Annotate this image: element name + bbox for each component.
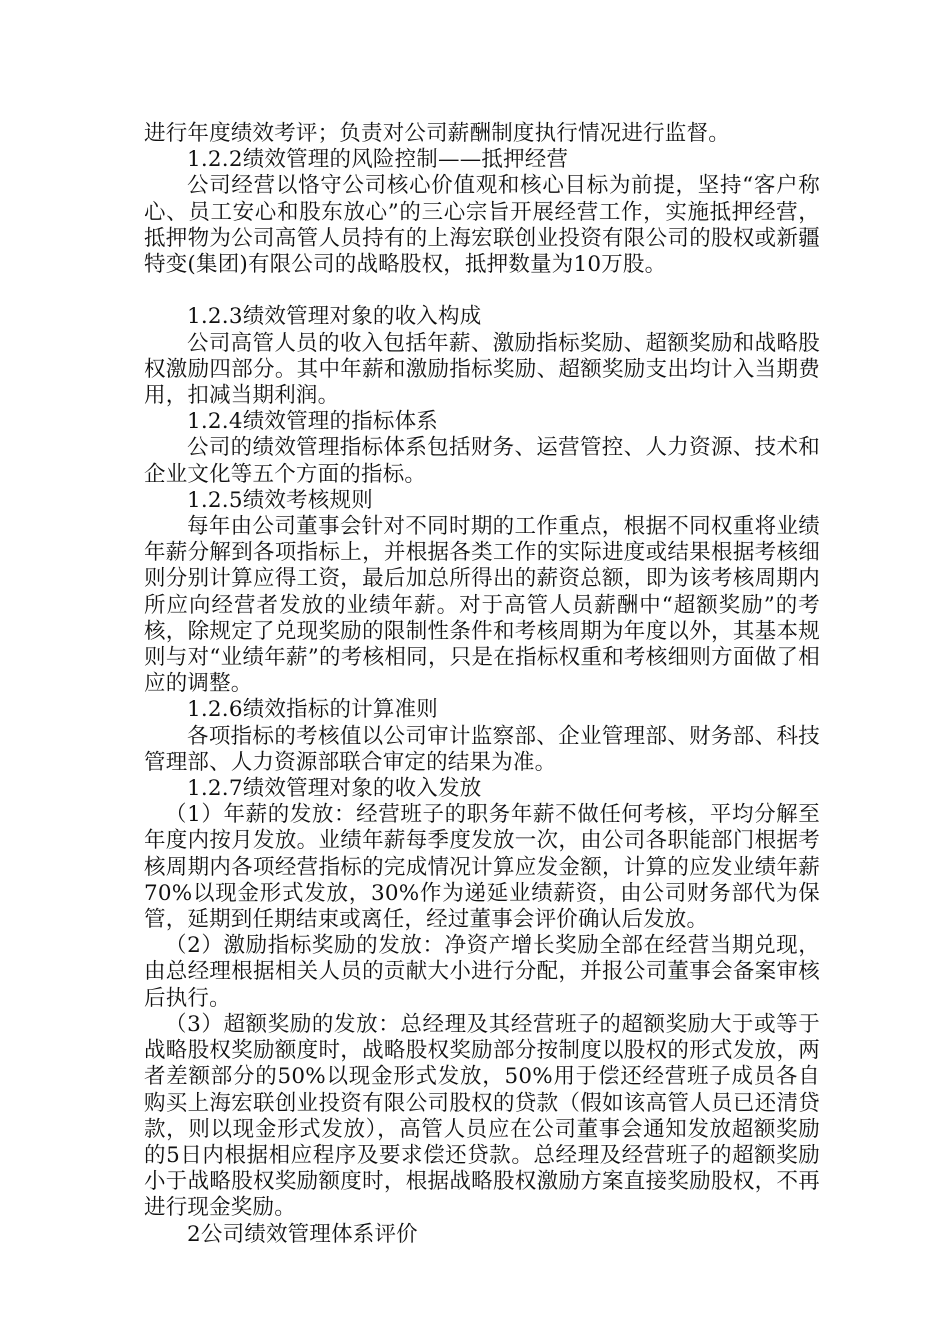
document-body <box>144 121 820 1248</box>
section-heading: 1.2.6绩效指标的计算准则 <box>187 697 439 723</box>
paragraph: 公司高管人员的收入包括年薪、激励指标奖励、超额奖励和战略股权激励四部分。其中年薪和激励指标奖励、超额奖励支出均计入当期费用，扣减当期利润。 <box>144 330 820 409</box>
paragraph: 各项指标的考核值以公司审计监察部、企业管理部、财务部、科技管理部、人力资源部联合审定的结果为准。 <box>144 723 820 775</box>
section-heading: 1.2.3绩效管理对象的收入构成 <box>187 304 482 330</box>
section-heading: 1.2.2绩效管理的风险控制——抵押经营 <box>187 147 569 173</box>
paragraph: （2）激励指标奖励的发放：净资产增长奖励全部在经营当期兑现，由总经理根据相关人员的贡献大小进行分配，并报公司董事会备案审核后执行。 <box>144 933 820 1011</box>
section-heading: 1.2.5绩效考核规则 <box>187 487 373 513</box>
blank-line <box>144 278 820 304</box>
paragraph: 公司经营以恪守公司核心价值观和核心目标为前提，坚持“客户称心、员工安心和股东放心”的三心宗旨开展经营工作，实施抵押经营，抵押物为公司高管人员持有的上海宏联创业投资有限公司的股权或新疆特变(集团)有限公司的战略股权，抵押数量为10万股。 <box>144 173 820 278</box>
paragraph: （3）超额奖励的发放：总经理及其经营班子的超额奖励大于或等于战略股权奖励额度时，战略股权奖励部分按制度以股权的形式发放，两者差额部分的50%以现金形式发放，50%用于偿还经营班子成员各自购买上海宏联创业投资有限公司股权的贷款（假如该高管人员已还清贷款，则以现金形式发放），高管人员应在公司董事会通知发放超额奖励的5日内根据相应程序及要求偿还贷款。总经理及经营班子的超额奖励小于战略股权奖励额度时，根据战略股权激励方案直接奖励股权，不再进行现金奖励。 <box>144 1011 820 1221</box>
paragraph: 每年由公司董事会针对不同时期的工作重点，根据不同权重将业绩年薪分解到各项指标上，并根据各类工作的实际进度或结果根据考核细则分别计算应得工资，最后加总所得出的薪资总额，即为该考核周期内所应向经营者发放的业绩年薪。对于高管人员薪酬中“超额奖励”的考核，除规定了兑现奖励的限制性条件和考核周期为年度以外，其基本规则与对“业绩年薪”的考核相同，只是在指标权重和考核细则方面做了相应的调整。 <box>144 514 820 697</box>
paragraph: 进行年度绩效考评；负责对公司薪酬制度执行情况进行监督。 <box>144 121 730 146</box>
section-heading: 1.2.4绩效管理的指标体系 <box>187 409 439 435</box>
section-heading: 1.2.7绩效管理对象的收入发放 <box>187 776 482 802</box>
section-heading: 2公司绩效管理体系评价 <box>187 1221 418 1247</box>
paragraph: 公司的绩效管理指标体系包括财务、运营管控、人力资源、技术和企业文化等五个方面的指标。 <box>144 435 820 487</box>
paragraph: （1）年薪的发放：经营班子的职务年薪不做任何考核，平均分解至年度内按月发放。业绩年薪每季度发放一次，由公司各职能部门根据考核周期内各项经营指标的完成情况计算应发金额，计算的应发业绩年薪70%以现金形式发放，30%作为递延业绩薪资，由公司财务部代为保管，延期到任期结束或离任，经过董事会评价确认后发放。 <box>144 802 820 933</box>
